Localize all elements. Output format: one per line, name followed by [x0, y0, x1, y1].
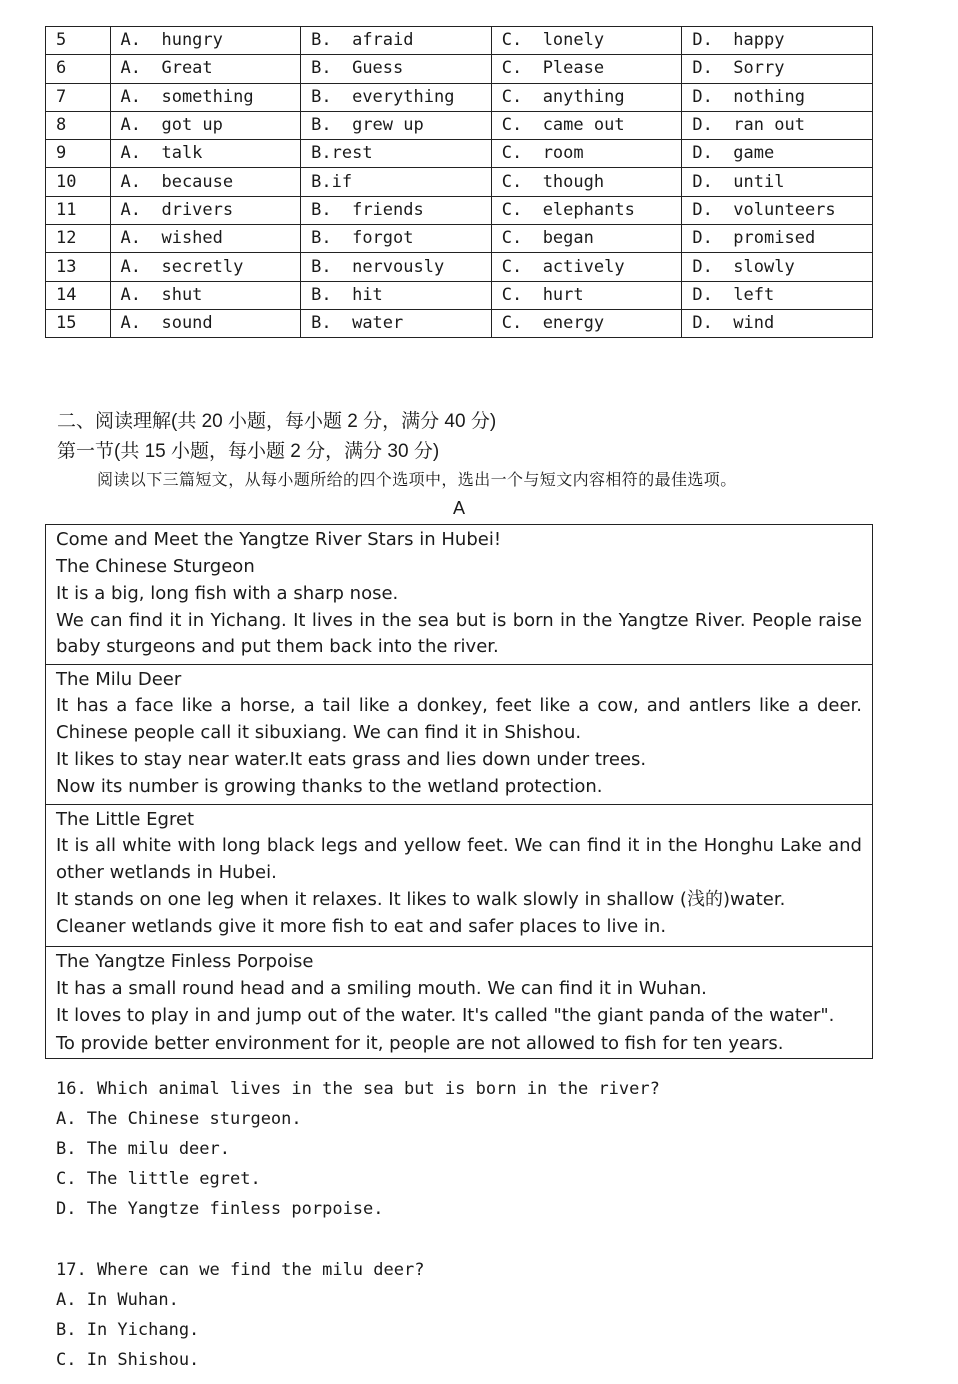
card-text: It likes to stay near water.It eats grass and lies down under trees. [56, 749, 647, 771]
passage-box [45, 524, 873, 1059]
section-instruction: 阅读以下三篇短文，从每小题所给的四个选项中，选出一个与短文内容相符的最佳选项。 [97, 470, 737, 489]
card-title: The Chinese Sturgeon [56, 556, 255, 578]
card-title: The Yangtze Finless Porpoise [56, 951, 314, 972]
option-d: D. volunteers [682, 196, 873, 224]
option-a: A. secretly [110, 253, 301, 281]
option-c: C. began [491, 225, 682, 253]
question-16-option-c: C. The little egret. [56, 1169, 261, 1189]
option-a: A. got up [110, 111, 301, 139]
card-text: We can find it in Yichang. It lives in the sea but is born in the Yangtze River. People raise baby sturgeons and put them back into the river. [56, 609, 862, 658]
card-title: The Little Egret [56, 809, 195, 830]
card-text: It has a small round head and a smiling mouth. We can find it in Wuhan. [56, 978, 707, 1000]
option-d: D. wind [682, 309, 873, 337]
question-number: 13 [46, 253, 111, 281]
option-c: C. hurt [491, 281, 682, 309]
option-b: B. everything [301, 83, 492, 111]
option-b: B. nervously [301, 253, 492, 281]
passage-card-milu-deer [46, 665, 872, 805]
question-16-option-a: A. The Chinese sturgeon. [56, 1109, 302, 1129]
option-c: C. anything [491, 83, 682, 111]
option-d: D. ran out [682, 111, 873, 139]
card-title: The Milu Deer [56, 669, 182, 690]
section-title: 二、阅读理解(共 20 小题，每小题 2 分，满分 40 分) [57, 411, 497, 432]
option-a: A. drivers [110, 196, 301, 224]
option-b: B. grew up [301, 111, 492, 139]
option-c: C. came out [491, 111, 682, 139]
passage-letter: A [453, 498, 466, 518]
options-row [46, 27, 873, 55]
question-17-option-c: C. In Shishou. [56, 1350, 200, 1370]
options-row [46, 253, 873, 281]
question-number: 12 [46, 225, 111, 253]
question-17-option-a: A. In Wuhan. [56, 1290, 179, 1310]
option-c: C. elephants [491, 196, 682, 224]
options-row [46, 225, 873, 253]
option-d: D. slowly [682, 253, 873, 281]
question-number: 14 [46, 281, 111, 309]
question-number: 11 [46, 196, 111, 224]
question-16-option-b: B. The milu deer. [56, 1139, 230, 1159]
option-a: A. because [110, 168, 301, 196]
options-row [46, 281, 873, 309]
answer-options-table [45, 26, 873, 338]
option-c: C. lonely [491, 27, 682, 55]
option-c: C. energy [491, 309, 682, 337]
card-text: To provide better environment for it, people are not allowed to fish for ten years. [56, 1032, 784, 1054]
card-text: It is all white with long black legs and yellow feet. We can find it in the Honghu Lake and other wetlands in Hubei. [56, 835, 862, 883]
option-b: B. forgot [301, 225, 492, 253]
question-number: 8 [46, 111, 111, 139]
option-b: B.if [301, 168, 492, 196]
question-number: 15 [46, 309, 111, 337]
option-a: A. wished [110, 225, 301, 253]
question-17-option-b: B. In Yichang. [56, 1320, 200, 1340]
option-b: B. friends [301, 196, 492, 224]
option-a: A. talk [110, 140, 301, 168]
question-number: 10 [46, 168, 111, 196]
question-number: 6 [46, 55, 111, 83]
question-16-stem: 16. Which animal lives in the sea but is born in the river? [56, 1079, 660, 1099]
option-a: A. hungry [110, 27, 301, 55]
option-b: B. afraid [301, 27, 492, 55]
option-c: C. though [491, 168, 682, 196]
option-b: B. water [301, 309, 492, 337]
question-16-option-d: D. The Yangtze finless porpoise. [56, 1199, 384, 1219]
option-a: A. sound [110, 309, 301, 337]
option-d: D. game [682, 140, 873, 168]
option-c: C. actively [491, 253, 682, 281]
answer-options-body [46, 27, 873, 338]
question-17-stem: 17. Where can we find the milu deer? [56, 1260, 425, 1280]
question-number: 5 [46, 27, 111, 55]
option-d: D. Sorry [682, 55, 873, 83]
options-row [46, 309, 873, 337]
option-c: C. room [491, 140, 682, 168]
options-row [46, 55, 873, 83]
passage-card-little-egret [46, 805, 872, 947]
card-text: It stands on one leg when it relaxes. It likes to walk slowly in shallow (浅的)water. [56, 889, 786, 911]
card-text: Cleaner wetlands give it more fish to eat and safer places to live in. [56, 916, 667, 938]
option-b: B.rest [301, 140, 492, 168]
section-subtitle: 第一节(共 15 小题，每小题 2 分，满分 30 分) [57, 441, 440, 462]
question-number: 9 [46, 140, 111, 168]
passage-card-finless-porpoise [46, 947, 872, 1058]
option-a: A. shut [110, 281, 301, 309]
card-text: It loves to play in and jump out of the water. It's called "the giant panda of the water". [56, 1005, 835, 1027]
option-b: B. Guess [301, 55, 492, 83]
option-d: D. left [682, 281, 873, 309]
card-text: It is a big, long fish with a sharp nose. [56, 583, 399, 605]
card-text: It has a face like a horse, a tail like a donkey, feet like a cow, and antlers like a deer. Chinese people call it sibuxiang. We can find it in Shishou. [56, 695, 862, 743]
passage-heading: Come and Meet the Yangtze River Stars in Hubei! [56, 529, 502, 550]
option-d: D. happy [682, 27, 873, 55]
options-row [46, 83, 873, 111]
options-row [46, 111, 873, 139]
card-text: Now its number is growing thanks to the wetland protection. [56, 776, 603, 798]
option-a: A. something [110, 83, 301, 111]
option-b: B. hit [301, 281, 492, 309]
passage-card-sturgeon [46, 525, 872, 665]
option-a: A. Great [110, 55, 301, 83]
option-d: D. nothing [682, 83, 873, 111]
option-c: C. Please [491, 55, 682, 83]
option-d: D. promised [682, 225, 873, 253]
option-d: D. until [682, 168, 873, 196]
options-row [46, 196, 873, 224]
options-row [46, 168, 873, 196]
options-row [46, 140, 873, 168]
question-number: 7 [46, 83, 111, 111]
